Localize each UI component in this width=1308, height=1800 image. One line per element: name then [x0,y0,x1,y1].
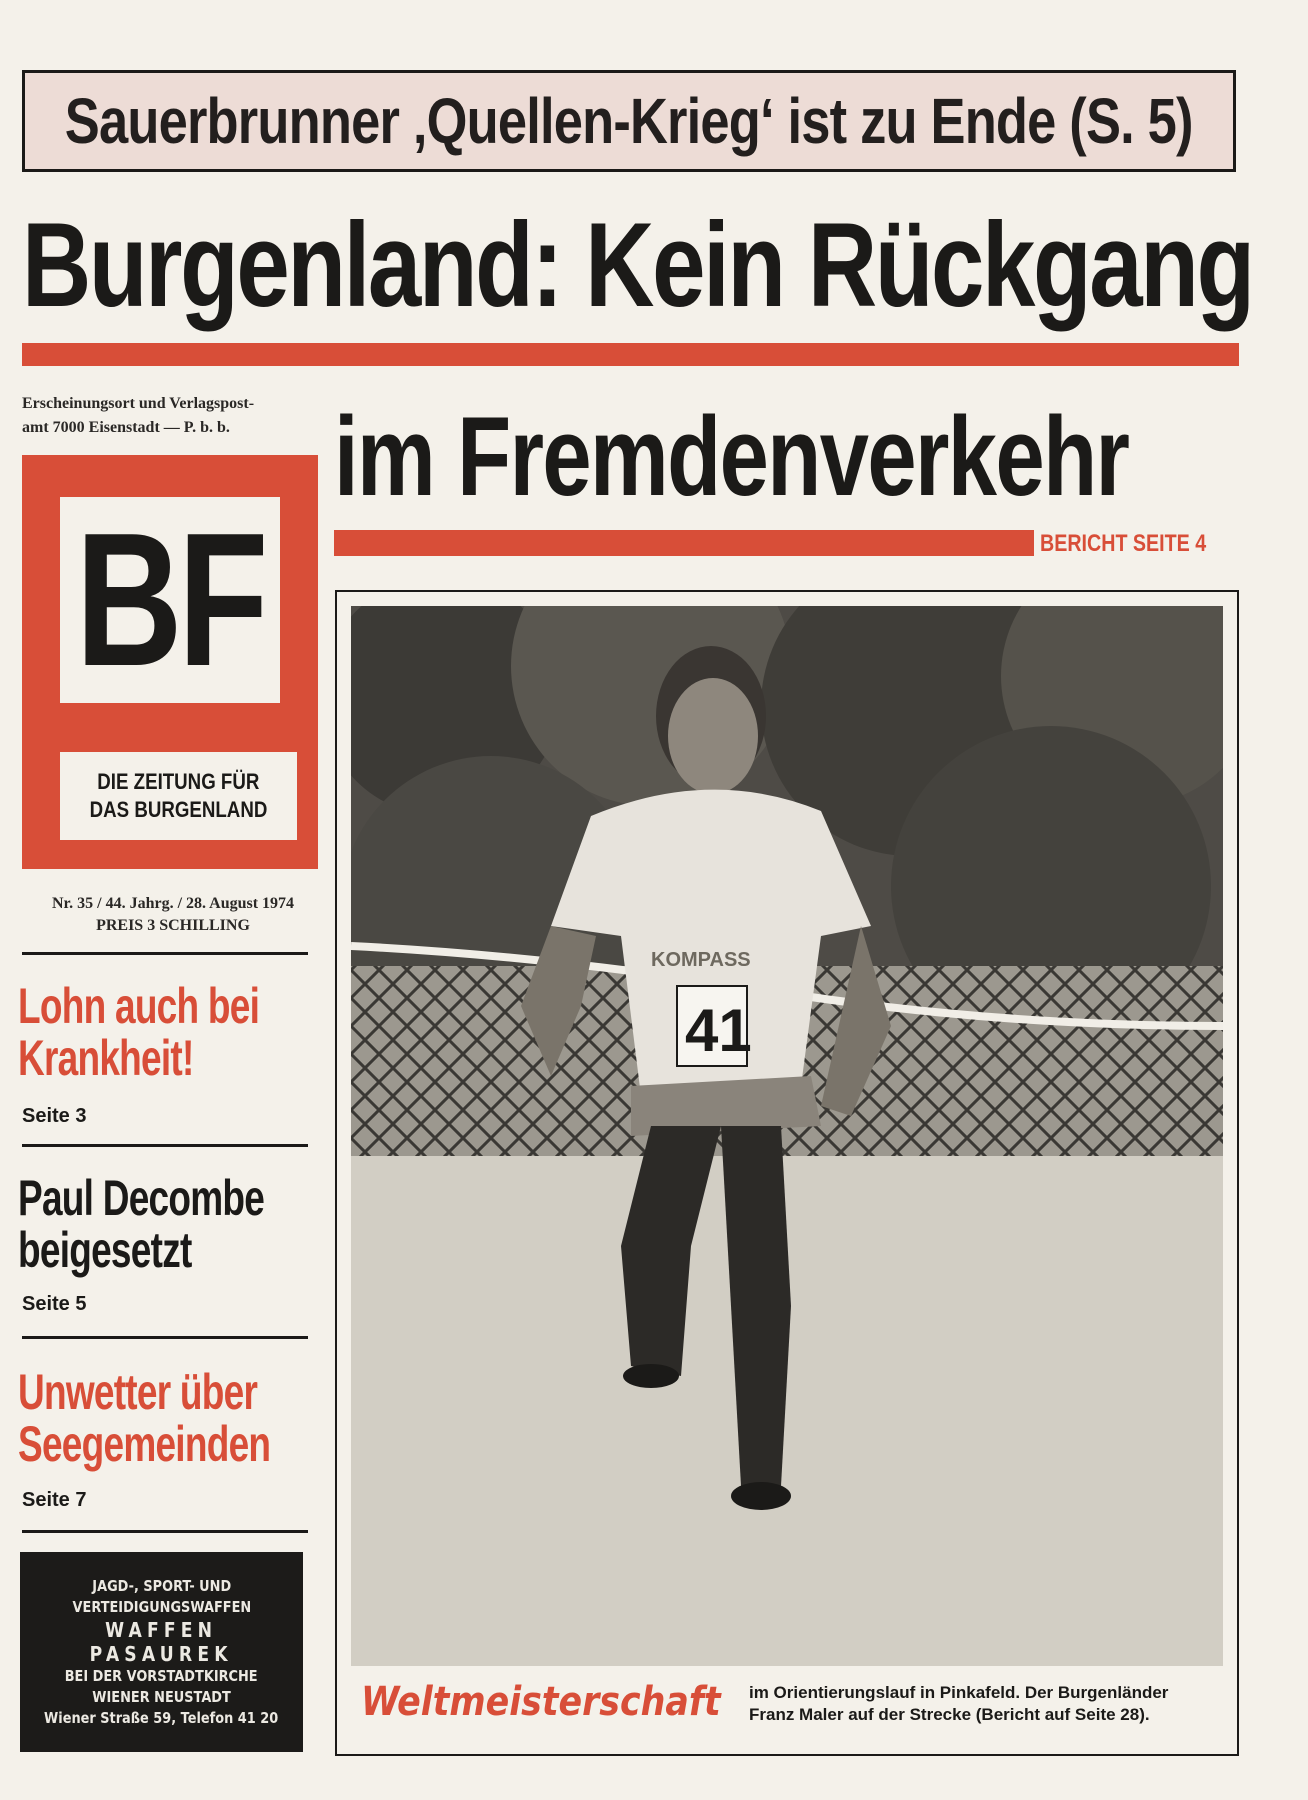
ad-line6: WIENER NEUSTADT [92,1687,231,1706]
caption-line1: im Orientierungslauf in Pinkafeld. Der Burgenländer [749,1683,1169,1702]
bib-number: 41 [685,997,752,1064]
top-banner[interactable] [22,70,1236,172]
imprint-line1: Erscheinungsort und Verlagspost- [22,395,255,412]
subheadline-red-bar [334,530,1034,556]
teaser-title-2-line1: Paul Decombe [18,1170,265,1226]
teaser-title-1-line2: Krankheit! [18,1030,194,1086]
divider [22,952,308,955]
headline-red-bar [22,343,1239,366]
ad-line3: WAFFEN [105,1617,218,1642]
photo-caption [749,1682,1229,1726]
teaser-title-1-line1: Lohn auch bei [18,978,260,1034]
masthead-logo [22,455,318,869]
caption-highlight: Weltmeisterschaft [361,1679,721,1725]
teaser-title-3[interactable] [18,1364,271,1472]
tagline-line1: DIE ZEITUNG FÜR [97,769,260,794]
divider [22,1144,308,1147]
issue-info [22,893,324,937]
ad-line4: PASAUREK [89,1641,234,1666]
teaser-page-1[interactable]: Seite 3 [22,1105,87,1127]
ad-line2: VERTEIDIGUNGSWAFFEN [72,1597,251,1616]
teaser-title-1[interactable] [18,978,260,1086]
logo-letter-box [60,494,280,706]
logo-letters: BF [75,494,265,706]
masthead-tagline [60,752,297,840]
shirt-text: KOMPASS [651,949,751,971]
teaser-title-3-line1: Unwetter über [18,1364,258,1420]
advertisement[interactable] [20,1552,303,1752]
caption-line2: Franz Maler auf der Strecke (Bericht auf Seite 28). [749,1705,1150,1724]
runner-photo-illustration [351,606,1223,1666]
ad-line1: JAGD-, SPORT- UND [92,1576,231,1595]
teaser-title-2-line2: beigesetzt [18,1222,192,1278]
issue-price: PREIS 3 SCHILLING [96,917,250,934]
imprint [22,392,324,440]
teaser-page-2[interactable]: Seite 5 [22,1293,87,1315]
photo-frame [335,590,1239,1756]
imprint-line2: amt 7000 Eisenstadt — P. b. b. [22,419,230,436]
ad-line5: BEI DER VORSTADTKIRCHE [65,1666,258,1685]
main-headline-line1[interactable]: Burgenland: Kein Rückgang [22,198,1253,332]
report-reference-link[interactable]: BERICHT SEITE 4 [1040,530,1207,557]
divider [22,1530,308,1533]
runner-photo[interactable] [351,606,1223,1666]
tagline-line2: DAS BURGENLAND [89,797,268,822]
issue-number-date: Nr. 35 / 44. Jahrg. / 28. August 1974 [51,895,295,912]
ad-line7: Wiener Straße 59, Telefon 41 20 [44,1708,279,1727]
main-headline-line2[interactable]: im Fremdenverkehr [334,394,1129,519]
teaser-page-3[interactable]: Seite 7 [22,1489,87,1511]
divider [22,1336,308,1339]
teaser-title-2[interactable] [18,1170,265,1278]
banner-text: Sauerbrunner ‚Quellen-Krieg‘ ist zu Ende (S. 5) [65,85,1193,157]
teaser-title-3-line2: Seegemeinden [18,1416,271,1472]
